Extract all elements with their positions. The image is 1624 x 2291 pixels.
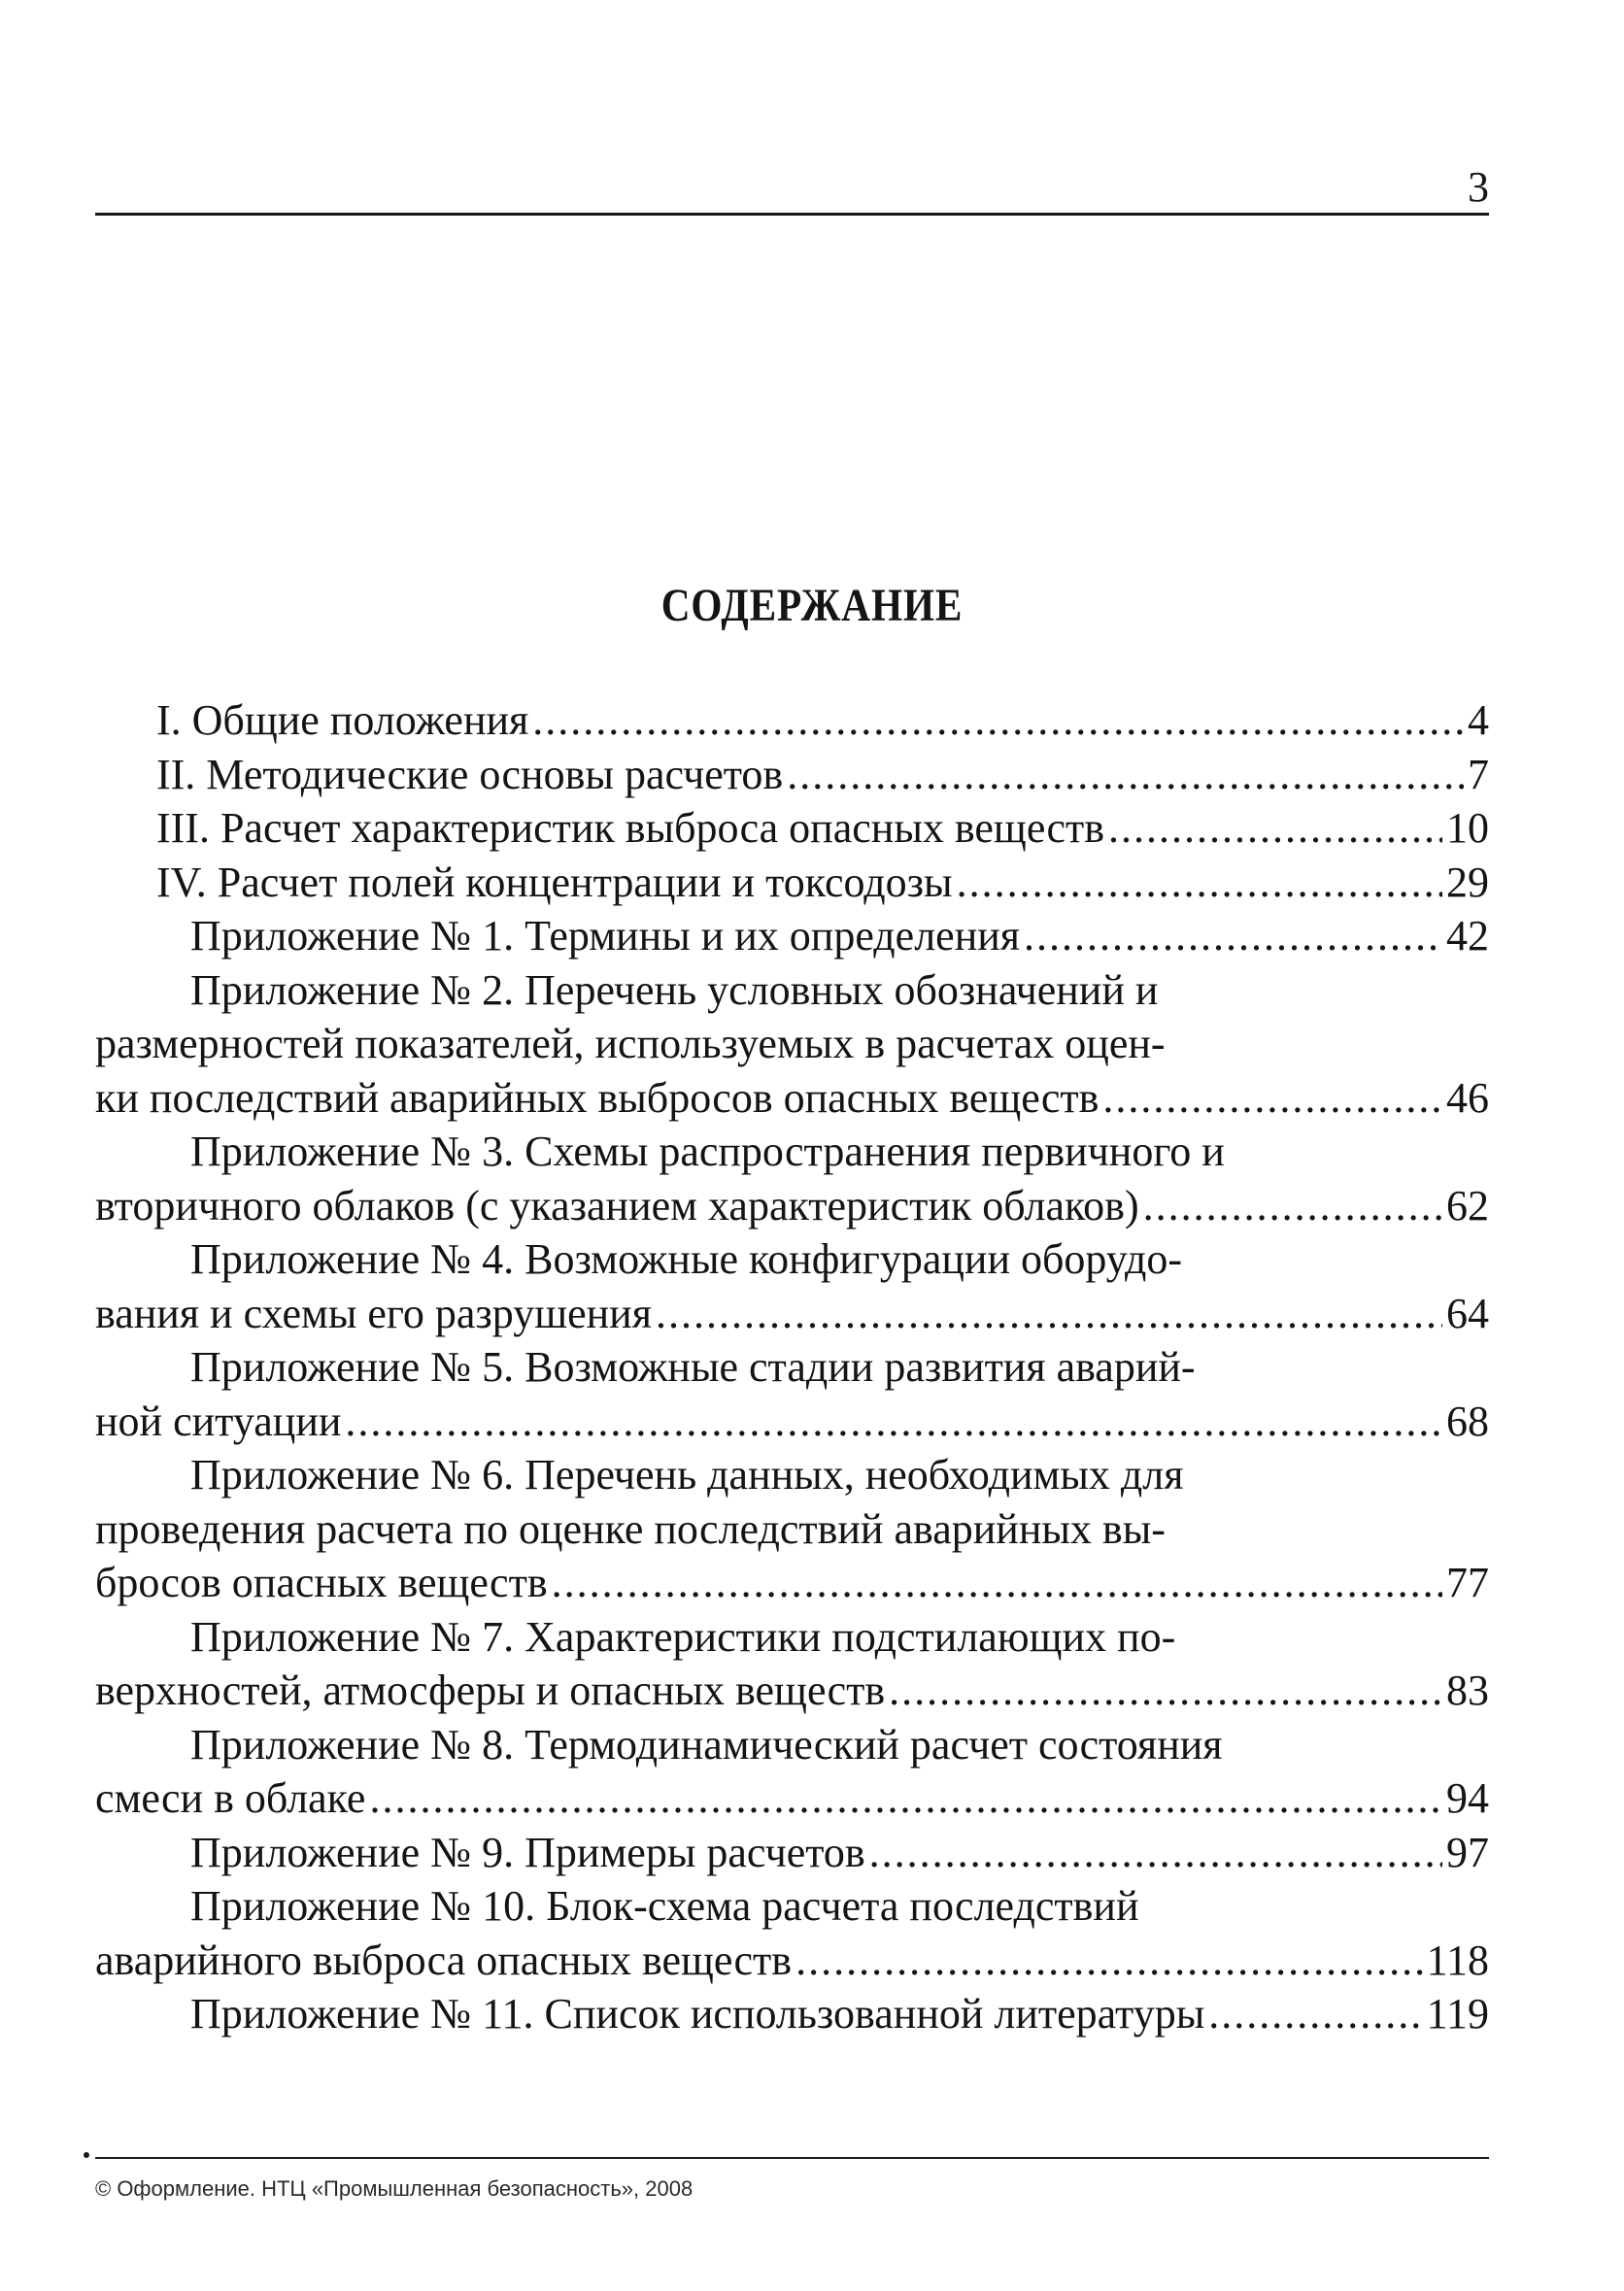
toc-entry [95, 1448, 1489, 1610]
toc-entry [95, 909, 1489, 963]
toc-line [95, 1987, 1489, 2041]
toc-line [95, 1502, 1489, 1557]
toc-page-number: 94 [1446, 1774, 1489, 1822]
toc-line [95, 1071, 1489, 1126]
toc-page-number: 68 [1446, 1397, 1489, 1445]
toc-entry-text: III. Расчет характеристик выброса опасных веществ [156, 804, 1104, 852]
toc-entry-text: вания и схемы его разрушения [95, 1289, 652, 1337]
toc-page-number: 64 [1446, 1289, 1489, 1337]
toc-line [95, 1125, 1489, 1179]
toc-entry-text: ки последствий аварийных выбросов опасных веществ [95, 1073, 1100, 1122]
toc-line [95, 856, 1489, 910]
toc-entry [95, 1826, 1489, 1880]
toc-page-number: 118 [1426, 1936, 1489, 1984]
toc-entry-text: верхностей, атмосферы и опасных веществ [95, 1667, 886, 1714]
toc-entry-text: смеси в облаке [95, 1774, 366, 1822]
toc-page-number: 46 [1446, 1073, 1489, 1122]
toc-entry-text: Приложение № 11. Список использованной литературы [190, 1990, 1205, 2038]
toc-line [95, 1826, 1489, 1880]
toc-entry-text: бросов опасных веществ [95, 1559, 548, 1606]
dot-leader [1102, 1071, 1442, 1126]
toc-line [95, 1879, 1489, 1934]
toc-line [95, 1771, 1489, 1826]
dot-leader [656, 1287, 1442, 1341]
toc-line [95, 1718, 1489, 1772]
footer-rule [95, 2157, 1489, 2159]
page-number: 3 [1468, 163, 1489, 211]
toc-entry [95, 1610, 1489, 1718]
dot-leader [869, 1826, 1442, 1880]
toc-entry-text: II. Методические основы расчетов [156, 750, 784, 798]
table-of-contents [95, 693, 1489, 2041]
toc-entry-text: ной ситуации [95, 1397, 342, 1445]
toc-line [95, 801, 1489, 856]
page-title: СОДЕРЖАНИЕ [660, 580, 964, 631]
toc-entry-text: Приложение № 2. Перечень условных обозначений и [190, 965, 1159, 1014]
toc-entry-text: Приложение № 9. Примеры расчетов [190, 1828, 865, 1876]
toc-entry-text: IV. Расчет полей концентрации и токсодозы [156, 858, 953, 906]
dot-leader [532, 693, 1464, 748]
dot-leader [1024, 909, 1442, 963]
toc-page-number: 83 [1446, 1667, 1489, 1714]
toc-entry-text: Приложение № 7. Характеристики подстилающих по- [190, 1612, 1176, 1661]
toc-line [95, 693, 1489, 748]
toc-entry [95, 1987, 1489, 2041]
toc-page-number: 29 [1446, 858, 1489, 906]
toc-entry [95, 1232, 1489, 1340]
toc-entry-text: Приложение № 8. Термодинамический расчет состояния [190, 1720, 1223, 1769]
toc-entry-text: размерностей показателей, используемых в расчетах оцен- [95, 1020, 1166, 1067]
toc-line [95, 1664, 1489, 1718]
toc-entry-text: Приложение № 3. Схемы распространения первичного и [190, 1128, 1225, 1175]
dot-leader [345, 1395, 1442, 1449]
toc-line [95, 1017, 1489, 1071]
toc-entry-text: аварийного выброса опасных веществ [95, 1936, 793, 1984]
toc-line [95, 1610, 1489, 1665]
toc-entry [95, 1340, 1489, 1448]
toc-line [95, 1340, 1489, 1395]
toc-line [95, 1556, 1489, 1610]
toc-entry-text: Приложение № 5. Возможные стадии развития аварий- [190, 1343, 1196, 1391]
toc-line [95, 1448, 1489, 1502]
toc-page-number: 7 [1468, 750, 1489, 798]
toc-entry [95, 693, 1489, 748]
toc-entry [95, 1718, 1489, 1826]
toc-page-number: 77 [1446, 1559, 1489, 1606]
dot-leader [787, 748, 1464, 802]
toc-line [95, 1287, 1489, 1341]
toc-line [95, 909, 1489, 963]
toc-page-number: 10 [1446, 804, 1489, 852]
toc-line [95, 1232, 1489, 1287]
toc-line [95, 1934, 1489, 1988]
toc-entry [95, 856, 1489, 910]
toc-entry-text: вторичного облаков (с указанием характеристик облаков) [95, 1181, 1139, 1230]
toc-entry [95, 801, 1489, 856]
dot-leader [957, 856, 1442, 910]
toc-line [95, 1179, 1489, 1233]
toc-line [95, 1395, 1489, 1449]
dot-leader [1108, 801, 1442, 856]
toc-entry [95, 748, 1489, 802]
toc-line [95, 748, 1489, 802]
toc-entry-text: Приложение № 4. Возможные конфигурации оборудо- [190, 1235, 1183, 1283]
dot-leader [1208, 1987, 1422, 2041]
toc-entry-text: Приложение № 10. Блок-схема расчета последствий [190, 1882, 1139, 1930]
toc-entry [95, 1879, 1489, 1987]
toc-page-number: 119 [1426, 1990, 1489, 2038]
toc-page-number: 42 [1446, 912, 1489, 960]
dot-leader [1143, 1179, 1442, 1233]
toc-page-number: 4 [1468, 696, 1489, 744]
toc-page-number: 62 [1446, 1181, 1489, 1230]
toc-entry [95, 963, 1489, 1126]
toc-page-number: 97 [1446, 1828, 1489, 1876]
dot-leader [889, 1664, 1442, 1718]
toc-entry-text: I. Общие положения [156, 696, 529, 744]
toc-entry-text: проведения расчета по оценке последствий аварийных вы- [95, 1504, 1166, 1553]
toc-entry-text: Приложение № 1. Термины и их определения [190, 912, 1021, 960]
dot-leader [552, 1556, 1442, 1610]
header-rule [95, 213, 1489, 216]
footer-bullet [84, 2152, 89, 2158]
copyright-footer: © Оформление. НТЦ «Промышленная безопасность», 2008 [95, 2176, 694, 2201]
toc-entry [95, 1125, 1489, 1232]
toc-entry-text: Приложение № 6. Перечень данных, необходимых для [190, 1451, 1184, 1499]
toc-line [95, 963, 1489, 1018]
dot-leader [795, 1934, 1423, 1988]
dot-leader [369, 1771, 1442, 1826]
